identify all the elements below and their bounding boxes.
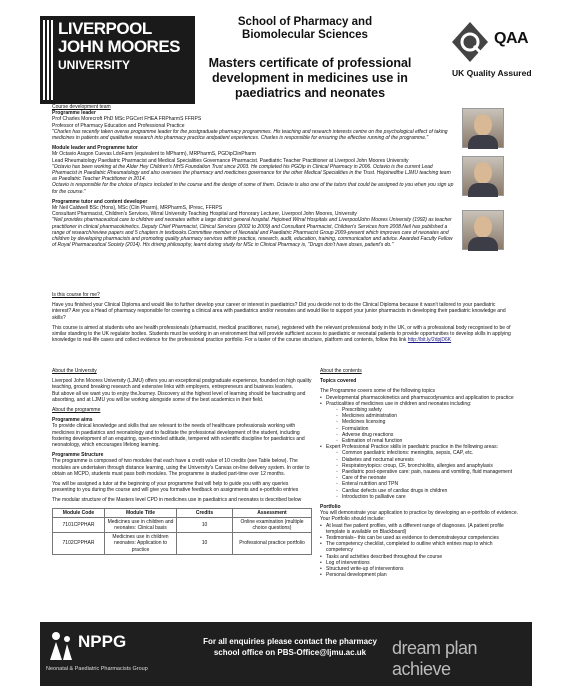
tutor-label: Module leader and Programme tutor bbox=[52, 145, 138, 152]
qaa-logo bbox=[448, 18, 538, 88]
team-heading: Course development team bbox=[52, 104, 111, 110]
intro-section bbox=[52, 292, 514, 343]
dev-photo bbox=[462, 210, 504, 250]
table-header: Module Code bbox=[53, 508, 105, 517]
dev-bio: "Neil provides pharmaceutical care to children and neonates within a large district general hospital. Hejoined Wirral Hospitals and LiverpoolJohn Moores University (1992) as teacher practitioner in clinical pharmacokinetics. Deputy Chief Pharmacist, Clinical Services (2002 to 2009) and Consultant Pharmacist, Children's Services from 2008.Neil has published a range of research/review papers and 5 chapters in textbooks.Committee member of Neonatal and Paediatric Pharmacist Group 2009-present which improves care of neonates and children by developing pharmacists and promoting quality pharmacy services within practice, research, audit, education, training, communication and advice. Awarded Faculty Fellow of Royal Pharmaceutical Society (2014). His driving philosophy, learnt during study for MSc in Clinical Pharmacy is, "Drugs don't have doses, patient's do." bbox=[52, 217, 453, 249]
portfolio-list bbox=[320, 523, 520, 579]
list-item: • At least five patient profiles, with a different range of diagnoses. (A patient profile template is available on Blackboard) bbox=[320, 523, 520, 535]
tutor-photo bbox=[462, 156, 504, 196]
practicalities-list bbox=[326, 407, 520, 444]
intro-paragraph-1: Have you finished your Clinical Diploma and would like to further develop your career or interest in paediatrics? Did you decide not to do the Clinical Diploma because it wasn't tailored to your paediatric interest? Are you a Head of pharmacy responsible for covering a clinical area with paediatrics and/or neonates and would like to support your junior pharmacists in developing their paediatric knowledge and skills? bbox=[52, 302, 506, 321]
leader-photo bbox=[462, 108, 504, 148]
list-item: • The competency checklist, completed to outline which entries map to which competency bbox=[320, 541, 520, 553]
list-item bbox=[320, 401, 520, 444]
course-team-section bbox=[52, 104, 457, 248]
table-row bbox=[53, 533, 312, 555]
portfolio-heading: Portfolio bbox=[320, 504, 341, 511]
list-item: ◦ Medicines administration bbox=[326, 413, 520, 419]
tutor-name: Mr Octavio Aragon Cuevas LdoFarm (equivalent to MPharm), MRPharmS, PGDipClinPharm bbox=[52, 151, 256, 158]
leader-role: Professor of Pharmacy Education and Professional Practice bbox=[52, 122, 185, 129]
list-item: ◦ Diabetes and nocturnal enuresis bbox=[326, 457, 520, 463]
contents-heading: About the contents bbox=[320, 368, 362, 374]
aims-text: To provide clinical knowledge and skills that are relevant to the needs of healthcare professionals working with medicines in paediatrics and neonatology and to facilitate the professional development of the student, including fostering development of an enquiring, open-minded attitude, tempered with scientific discipline for paediatrics and neonatology, which encourages lifelong learning. bbox=[52, 423, 305, 449]
list-item: ◦ Prescribing safety bbox=[326, 407, 520, 413]
tutor-bio: "Octavio has been working at the Alder Hey Children's NHS Foundation Trust since 2003. He completed his PGDip in Clinical Pharmacy in 2006. Octavio is the current Lead Pharmacist in Paediatric Rheumatology and also oversees the pharmacy and medicines governance for the other Medical Specialities in the Trust. Hejoinedthe LJMU teaching team as Paediatric Teacher Practitioner in 2014. bbox=[52, 163, 451, 183]
list-item: ◦ Cardiac defects use of cardiac drugs in children bbox=[326, 488, 520, 494]
leader-name: Prof Charles Morecroft PhD MSc PGCert FHEA FRPharmS FFRPS bbox=[52, 116, 202, 123]
table-cell: Online examination (multiple choice questions) bbox=[233, 517, 312, 532]
table-cell: 7101CPPHAR bbox=[53, 517, 105, 532]
footer-banner bbox=[40, 622, 532, 686]
list-item: ◦ Enteral nutrition and TPN bbox=[326, 481, 520, 487]
list-item: • Personal development plan bbox=[320, 572, 520, 578]
enquiries-text: For all enquiries please contact the pharmacy school office on PBS-Office@ljmu.ac.uk bbox=[203, 637, 377, 657]
list-item: ◦ Common paediatric infections: meningitis, sepsis, CAP, etc. bbox=[326, 450, 520, 456]
table-cell: 7102CPPHAR bbox=[53, 533, 105, 555]
list-item: • Testimonials– this can be used as evidence to demonstrateyour competencies bbox=[320, 535, 520, 541]
about-university-heading: About the University bbox=[52, 368, 97, 374]
list-item: • Tasks and activities described throughout the course bbox=[320, 554, 520, 560]
ljmu-logo-line-3: UNIVERSITY bbox=[58, 58, 131, 72]
left-column bbox=[52, 368, 312, 555]
intro-paragraph-2 bbox=[52, 325, 514, 344]
list-item: ◦ Adverse drug reactions bbox=[326, 432, 520, 438]
table-cell: 10 bbox=[177, 533, 233, 555]
list-item: ◦ Formulation bbox=[326, 426, 520, 432]
school-name: School of Pharmacy and Biomolecular Sciences bbox=[237, 16, 373, 41]
right-column bbox=[320, 368, 520, 579]
list-item: ◦ Paediatric post-operative care: pain, nausea and vomiting, fluid management bbox=[326, 469, 520, 475]
table-cell: Medicines use in children neonates: Application to practice bbox=[105, 533, 177, 555]
about-university-text: Liverpool John Moores University (LJMU) offers you an exceptional postgraduate experience, founded on high quality teaching, ground breaking research and extensive links with employers, entrepreneurs and business leaders. bbox=[52, 378, 312, 391]
aims-heading: Programme aims bbox=[52, 417, 93, 424]
table-cell: 10 bbox=[177, 517, 233, 532]
ljmu-logo-line-2: JOHN MOORES bbox=[58, 37, 181, 56]
list-item: • Developmental pharmacokinetics and pharmacodynamics and application to practice bbox=[320, 395, 520, 401]
list-item bbox=[320, 444, 520, 500]
dev-label: Programme tutor and content developer bbox=[52, 198, 148, 205]
tutor-role: Lead Rheumatology Paediatric Pharmacist and Medical Specialities Governance Pharmacist. Paediatric Teacher Practitioner at Liverpool John Moores University bbox=[52, 157, 409, 164]
ljmu-logo-line-1: LIVERPOOL bbox=[58, 19, 152, 38]
about-university-text-2: But above all we want you to enjoy theJourney. Discovery at the highest level of learning should be fascinating and absorbing, and at LJMU you will be working alongside some of the best academics in their field. bbox=[52, 390, 306, 403]
topics-list bbox=[320, 395, 520, 500]
table-cell: Medicines use in children and neonates: Clinical basis bbox=[105, 517, 177, 532]
nppg-figure-icon bbox=[46, 630, 76, 664]
module-table bbox=[52, 508, 312, 555]
nppg-subtitle: Neonatal & Paediatric Pharmacists Group bbox=[46, 666, 148, 672]
table-intro: The modular structure of the Masters level CPD in medicines use in paediatrics and neonates is described below bbox=[52, 497, 302, 504]
page-title: Masters certificate of professional development in medicines use in paediatrics and neonates bbox=[208, 56, 412, 100]
tagline: dream plan achieve bbox=[392, 638, 478, 679]
table-header: Assessment bbox=[233, 508, 312, 517]
nppg-logo bbox=[44, 628, 194, 680]
topics-heading: Topics covered bbox=[320, 378, 357, 385]
structure-text: The programme is composed of two modules that each have a credit value of 10 credits (see Table below). The modules are undertaken through distance learning, using the University's Canvas on-line delivery system. In order to obtain an MCPD, students must pass both modules. The programme is studied part-time over 12 months. bbox=[52, 458, 310, 477]
table-header: Module Title bbox=[105, 508, 177, 517]
table-row bbox=[53, 517, 312, 532]
dev-role: Consultant Pharmacist, Children's Services, Wirral University Teaching Hospital and Honorary Lecturer, Liverpool John Moores, University bbox=[52, 211, 357, 218]
intro-heading: Is this course for me? bbox=[52, 292, 100, 298]
qaa-diamond-icon bbox=[450, 20, 490, 64]
portfolio-text: You will demonstrate your application to practice by developing an e-portfolio of evidence. Your Portfolio should include: bbox=[320, 510, 518, 523]
list-item: ◦ Estimation of renal function bbox=[326, 438, 520, 444]
list-item: ◦ Introduction to palliative care bbox=[326, 494, 520, 500]
topics-intro: The Programme covers some of the following topics bbox=[320, 388, 436, 395]
dev-name: Mr Neil Caldwell BSc (Hons), MSc (Clin Pharm), MRPharmS, IPresc, FFRPS bbox=[52, 205, 223, 212]
ljmu-logo bbox=[40, 16, 195, 104]
list-item: ◦ Care of the neonate bbox=[326, 475, 520, 481]
nppg-title: NPPG bbox=[78, 632, 127, 651]
list-item-text: Practicalities of medicines use in children and neonates including: bbox=[326, 400, 472, 407]
tutor-note: You will be assigned a tutor at the beginning of your programme that will help to guide you with any queries presenting to you during the course and will give you formative feedback on assignments and e-portfolio entries bbox=[52, 481, 299, 494]
list-item-text: Expert Professional Practice skills in paediatric practice in the following areas: bbox=[326, 444, 499, 451]
list-item: ◦ Medicines licensing bbox=[326, 419, 520, 425]
table-cell: Professional practice portfolio bbox=[233, 533, 312, 555]
qaa-text: QAA bbox=[494, 30, 529, 47]
list-item: ◦ Respiratorytopics: croup, CF, bronchiolitis, allergies and anaphylaxis bbox=[326, 463, 520, 469]
list-item: • Structured write-up of interventions bbox=[320, 566, 520, 572]
taster-link[interactable]: http://bit.ly/2dpjD6K bbox=[407, 337, 452, 344]
ljmu-logo-stripes-icon bbox=[43, 20, 53, 100]
leader-bio: "Charles has recently taken overas programme leader for the postgraduate pharmacy programmes. His teaching and research interests centre on the psychological effect of taking medicines in patients and qualitative research into pharmacy practice andpatient experiences. Charles is responsible for ensuring the effective running of the programme." bbox=[52, 128, 448, 142]
about-programme-heading: About the programme bbox=[52, 407, 101, 414]
qaa-subtitle: UK Quality Assured bbox=[452, 68, 532, 78]
list-item: • Log of interventions bbox=[320, 560, 520, 566]
tutor-bio-2: Octavio is responsible for the choice of topics included in the course and the design of some of them. Octavio is also one of the tutors that could be assigned to you when you sign up for the course." bbox=[52, 182, 454, 195]
structure-heading: Programme Structure bbox=[52, 452, 104, 459]
table-header: Credits bbox=[177, 508, 233, 517]
intro-paragraph-2-text: This course is aimed at students who are health professionals (pharmacist, medical practitioner, nurse), registered with the relevant professional body in the UK, or with a professional body recognised to be of similar standing to the UK regulator bodies. Students must be working in an environment that will provide sufficient access to paediatric or neonatal patients to provide opportunities to develop skills in applying knowledge to real-life cases and collect evidence for the professional practice portfolio. For a taster of the course structure, platform and contents, follow this link bbox=[52, 324, 511, 344]
leader-label: Programme leader bbox=[52, 110, 96, 117]
expert-skills-list bbox=[326, 450, 520, 500]
